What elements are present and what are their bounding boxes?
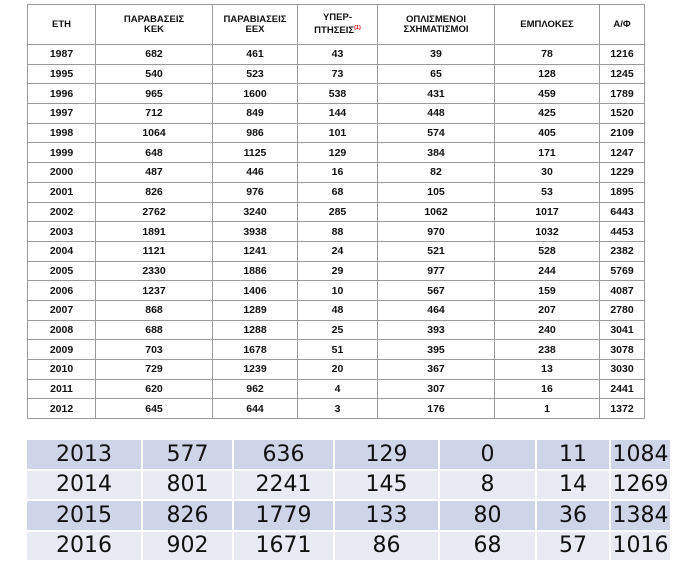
cell-engagements: 1017	[495, 202, 600, 222]
cell-eex: 461	[213, 45, 298, 65]
cell-overflights: 68	[298, 182, 378, 202]
cell-kek: 703	[96, 340, 213, 360]
cell-overflights: 29	[298, 261, 378, 281]
table-row	[28, 64, 645, 84]
table-row	[28, 320, 645, 340]
cell-overflights: 43	[298, 45, 378, 65]
cell-engagements: 16	[495, 379, 600, 399]
footnote-marker: (1)	[354, 24, 361, 31]
cell-eex: 849	[213, 104, 298, 124]
cell-eex: 644	[213, 399, 298, 419]
cell-year: 2003	[28, 222, 96, 242]
cell-engagements: 13	[495, 360, 600, 380]
cell-overflights: 133	[334, 500, 439, 531]
cell-year: 2008	[28, 320, 96, 340]
table-row	[28, 241, 645, 261]
cell-year: 1995	[28, 64, 96, 84]
cell-kek: 965	[96, 84, 213, 104]
cell-overflights: 145	[334, 470, 439, 501]
cell-aircraft: 1084	[610, 440, 671, 470]
cell-armed-formations: 80	[439, 500, 536, 531]
cell-engagements: 425	[495, 104, 600, 124]
cell-armed-formations: 0	[439, 440, 536, 470]
cell-aircraft: 2441	[600, 379, 645, 399]
cell-overflights: 101	[298, 123, 378, 143]
cell-eex: 3938	[213, 222, 298, 242]
cell-overflights: 51	[298, 340, 378, 360]
table-row	[28, 45, 645, 65]
header-eex-infringements: ΠΑΡΑΒΙΑΣΕΙΣ ΕΕΧ	[213, 5, 298, 45]
cell-year: 1998	[28, 123, 96, 143]
cell-kek: 2330	[96, 261, 213, 281]
table-row	[27, 531, 671, 562]
cell-year: 1987	[28, 45, 96, 65]
cell-year: 2001	[28, 182, 96, 202]
cell-armed-formations: 567	[378, 281, 495, 301]
cell-kek: 648	[96, 143, 213, 163]
cell-year: 2014	[27, 470, 142, 501]
table-row	[28, 202, 645, 222]
table-row	[28, 261, 645, 281]
cell-overflights: 285	[298, 202, 378, 222]
cell-overflights: 4	[298, 379, 378, 399]
table-row	[28, 123, 645, 143]
cell-armed-formations: 977	[378, 261, 495, 281]
cell-eex: 976	[213, 182, 298, 202]
cell-aircraft: 1247	[600, 143, 645, 163]
cell-overflights: 20	[298, 360, 378, 380]
cell-aircraft: 1384	[610, 500, 671, 531]
table-row	[28, 360, 645, 380]
cell-aircraft: 2382	[600, 241, 645, 261]
cell-engagements: 240	[495, 320, 600, 340]
cell-overflights: 144	[298, 104, 378, 124]
table-row	[28, 300, 645, 320]
table-row	[28, 84, 645, 104]
table-row	[28, 399, 645, 419]
cell-kek: 1237	[96, 281, 213, 301]
cell-armed-formations: 970	[378, 222, 495, 242]
cell-overflights: 25	[298, 320, 378, 340]
cell-aircraft: 3041	[600, 320, 645, 340]
cell-eex: 1671	[233, 531, 334, 562]
table-row	[27, 440, 671, 470]
cell-aircraft: 4453	[600, 222, 645, 242]
cell-year: 2009	[28, 340, 96, 360]
cell-armed-formations: 521	[378, 241, 495, 261]
cell-engagements: 238	[495, 340, 600, 360]
cell-engagements: 244	[495, 261, 600, 281]
cell-engagements: 57	[536, 531, 610, 562]
cell-kek: 1064	[96, 123, 213, 143]
cell-aircraft: 1245	[600, 64, 645, 84]
cell-kek: 826	[96, 182, 213, 202]
table-row	[28, 379, 645, 399]
cell-kek: 712	[96, 104, 213, 124]
cell-overflights: 24	[298, 241, 378, 261]
cell-engagements: 30	[495, 163, 600, 183]
cell-kek: 540	[96, 64, 213, 84]
cell-year: 1997	[28, 104, 96, 124]
cell-year: 2006	[28, 281, 96, 301]
header-aircraft: Α/Φ	[600, 5, 645, 45]
cell-eex: 523	[213, 64, 298, 84]
cell-armed-formations: 105	[378, 182, 495, 202]
cell-engagements: 171	[495, 143, 600, 163]
cell-year: 1999	[28, 143, 96, 163]
cell-overflights: 129	[334, 440, 439, 470]
table-row	[28, 340, 645, 360]
cell-armed-formations: 65	[378, 64, 495, 84]
cell-eex: 1406	[213, 281, 298, 301]
cell-engagements: 11	[536, 440, 610, 470]
cell-engagements: 159	[495, 281, 600, 301]
cell-engagements: 36	[536, 500, 610, 531]
header-overflights: ΥΠΕΡ- ΠΤΗΣΕΙΣ$^{(1)}$	[298, 5, 378, 45]
cell-year: 2013	[27, 440, 142, 470]
cell-kek: 645	[96, 399, 213, 419]
cell-engagements: 53	[495, 182, 600, 202]
cell-armed-formations: 384	[378, 143, 495, 163]
header-armed-formations: ΟΠΛΙΣΜΕΝΟΙ ΣΧΗΜΑΤΙΣΜΟΙ	[378, 5, 495, 45]
cell-kek: 682	[96, 45, 213, 65]
cell-engagements: 128	[495, 64, 600, 84]
cell-eex: 1241	[213, 241, 298, 261]
table-row	[28, 281, 645, 301]
cell-year: 2012	[28, 399, 96, 419]
cell-armed-formations: 307	[378, 379, 495, 399]
cell-armed-formations: 39	[378, 45, 495, 65]
cell-eex: 636	[233, 440, 334, 470]
cell-kek: 577	[142, 440, 233, 470]
cell-armed-formations: 395	[378, 340, 495, 360]
cell-eex: 1779	[233, 500, 334, 531]
cell-eex: 2241	[233, 470, 334, 501]
cell-aircraft: 1016	[610, 531, 671, 562]
cell-kek: 826	[142, 500, 233, 531]
violations-table	[27, 4, 645, 419]
cell-eex: 1288	[213, 320, 298, 340]
cell-overflights: 3	[298, 399, 378, 419]
cell-aircraft: 6443	[600, 202, 645, 222]
table-row	[27, 470, 671, 501]
cell-engagements: 405	[495, 123, 600, 143]
cell-engagements: 1032	[495, 222, 600, 242]
cell-eex: 986	[213, 123, 298, 143]
cell-year: 2007	[28, 300, 96, 320]
cell-kek: 801	[142, 470, 233, 501]
cell-eex: 3240	[213, 202, 298, 222]
cell-overflights: 48	[298, 300, 378, 320]
cell-year: 1996	[28, 84, 96, 104]
cell-overflights: 86	[334, 531, 439, 562]
cell-aircraft: 5769	[600, 261, 645, 281]
cell-overflights: 10	[298, 281, 378, 301]
header-engagements: ΕΜΠΛΟΚΕΣ	[495, 5, 600, 45]
cell-aircraft: 4087	[600, 281, 645, 301]
cell-year: 2011	[28, 379, 96, 399]
cell-eex: 1289	[213, 300, 298, 320]
table-row	[28, 182, 645, 202]
cell-armed-formations: 574	[378, 123, 495, 143]
cell-overflights: 16	[298, 163, 378, 183]
cell-eex: 446	[213, 163, 298, 183]
cell-overflights: 538	[298, 84, 378, 104]
cell-aircraft: 1216	[600, 45, 645, 65]
cell-year: 2000	[28, 163, 96, 183]
table-row	[27, 500, 671, 531]
cell-kek: 1121	[96, 241, 213, 261]
cell-aircraft: 3078	[600, 340, 645, 360]
header-year: ΕΤΗ	[28, 5, 96, 45]
cell-kek: 620	[96, 379, 213, 399]
table-row	[28, 104, 645, 124]
header-kek-violations: ΠΑΡΑΒΑΣΕΙΣ ΚΕΚ	[96, 5, 213, 45]
cell-aircraft: 2780	[600, 300, 645, 320]
cell-kek: 868	[96, 300, 213, 320]
cell-eex: 1125	[213, 143, 298, 163]
cell-eex: 1886	[213, 261, 298, 281]
table-row	[28, 222, 645, 242]
cell-armed-formations: 431	[378, 84, 495, 104]
cell-eex: 962	[213, 379, 298, 399]
cell-kek: 729	[96, 360, 213, 380]
cell-engagements: 14	[536, 470, 610, 501]
table-row	[28, 163, 645, 183]
cell-engagements: 207	[495, 300, 600, 320]
cell-armed-formations: 448	[378, 104, 495, 124]
cell-armed-formations: 1062	[378, 202, 495, 222]
cell-year: 2016	[27, 531, 142, 562]
table-row	[28, 143, 645, 163]
cell-eex: 1239	[213, 360, 298, 380]
cell-aircraft: 1895	[600, 182, 645, 202]
cell-engagements: 78	[495, 45, 600, 65]
cell-kek: 688	[96, 320, 213, 340]
cell-armed-formations: 464	[378, 300, 495, 320]
cell-year: 2002	[28, 202, 96, 222]
cell-armed-formations: 393	[378, 320, 495, 340]
cell-armed-formations: 176	[378, 399, 495, 419]
cell-overflights: 88	[298, 222, 378, 242]
cell-aircraft: 1372	[600, 399, 645, 419]
cell-armed-formations: 367	[378, 360, 495, 380]
cell-aircraft: 1229	[600, 163, 645, 183]
cell-kek: 1891	[96, 222, 213, 242]
cell-overflights: 129	[298, 143, 378, 163]
cell-aircraft: 3030	[600, 360, 645, 380]
cell-armed-formations: 68	[439, 531, 536, 562]
cell-engagements: 459	[495, 84, 600, 104]
recent-years-table	[27, 440, 672, 562]
cell-engagements: 1	[495, 399, 600, 419]
cell-kek: 487	[96, 163, 213, 183]
cell-engagements: 528	[495, 241, 600, 261]
cell-aircraft: 1789	[600, 84, 645, 104]
cell-armed-formations: 8	[439, 470, 536, 501]
cell-aircraft: 1520	[600, 104, 645, 124]
recent-years-body	[27, 440, 671, 561]
cell-overflights: 73	[298, 64, 378, 84]
cell-kek: 2762	[96, 202, 213, 222]
cell-aircraft: 1269	[610, 470, 671, 501]
cell-year: 2015	[27, 500, 142, 531]
table-body	[28, 45, 645, 419]
cell-armed-formations: 82	[378, 163, 495, 183]
cell-year: 2005	[28, 261, 96, 281]
cell-year: 2004	[28, 241, 96, 261]
cell-aircraft: 2109	[600, 123, 645, 143]
cell-eex: 1600	[213, 84, 298, 104]
cell-eex: 1678	[213, 340, 298, 360]
cell-year: 2010	[28, 360, 96, 380]
table-header-row	[28, 5, 645, 45]
cell-kek: 902	[142, 531, 233, 562]
